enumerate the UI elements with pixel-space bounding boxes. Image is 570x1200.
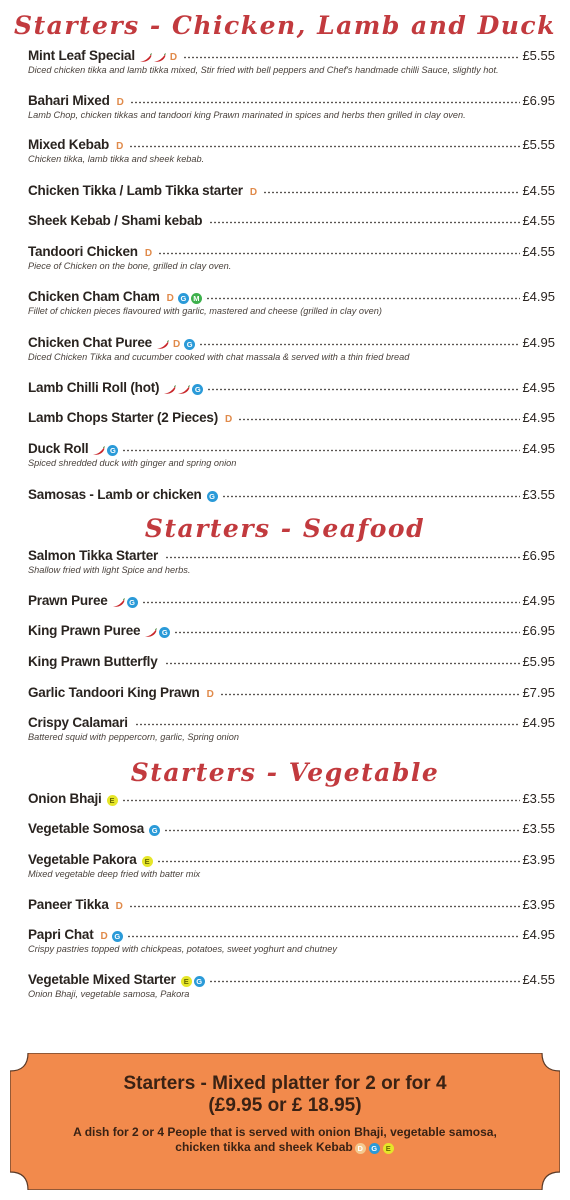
menu-item-name: Bahari Mixed [28,93,110,108]
menu-item-line [28,545,555,563]
mustard-icon: M [191,293,202,304]
menu-item-name: Mixed Kebab [28,137,110,152]
menu-item [28,332,555,363]
dotted-leader [122,449,520,452]
menu-item-price: £5.55 [522,137,555,152]
menu-item-name: King Prawn Puree [28,623,141,638]
menu-item-name: Lamb Chilli Roll (hot) [28,380,160,395]
gluten-icon: G [159,627,170,638]
menu-item-price: £5.95 [522,654,555,669]
section-title-chicken-lamb-duck: Starters - Chicken, Lamb and Duck [14,11,556,40]
menu-item-price: £4.95 [522,410,555,425]
menu-item-line [28,894,555,912]
menu-item-line [28,924,555,942]
menu-item-price: £4.95 [522,335,555,350]
dotted-leader [135,723,521,726]
egg-icon: E [181,976,192,987]
platter-description-text: chicken tikka and sheek Kebab [175,1140,353,1154]
dotted-leader [206,297,521,300]
gluten-icon: G [184,339,195,350]
gluten-icon: G [127,597,138,608]
menu-item-name: Tandoori Chicken [28,244,138,259]
menu-item-price: £4.95 [522,593,555,608]
menu-item-line [28,590,555,608]
menu-item-name: Prawn Puree [28,593,108,608]
menu-item [28,849,555,880]
gluten-icon: G [149,825,160,836]
menu-item-line [28,134,555,152]
menu-item-description: Diced Chicken Tikka and cucumber cooked with chat massala & served with a thin fried bread [28,352,410,362]
dotted-leader [164,829,520,832]
menu-item-price: £6.95 [522,548,555,563]
menu-item-tags [204,689,217,700]
menu-item-tags [142,248,155,259]
menu-item [28,818,555,836]
menu-item-line [28,438,555,456]
menu-item-line [28,407,555,425]
menu-item-tags [114,97,127,108]
menu-item [28,651,555,669]
menu-item [28,924,555,955]
menu-item-name: Duck Roll [28,441,89,456]
menu-item-name: Chicken Tikka / Lamb Tikka starter [28,183,243,198]
menu-item [28,241,555,272]
menu-item-price: £6.95 [522,93,555,108]
menu-item-description: Mixed vegetable deep fried with batter mix [28,869,201,879]
gluten-icon: G [178,293,189,304]
menu-item-tags [180,976,206,987]
menu-item-name: Garlic Tandoori King Prawn [28,685,200,700]
platter-description-line1: A dish for 2 or 4 People that is served with onion Bhaji, vegetable samosa, [73,1125,497,1139]
menu-item-description: Chicken tikka, lamb tikka and sheek kebab. [28,154,205,164]
chili-icon [156,340,169,350]
menu-item-price: £4.95 [522,441,555,456]
dairy-icon: D [355,1143,366,1154]
menu-item [28,45,555,76]
menu-item-name: Vegetable Pakora [28,852,137,867]
menu-item-price: £4.55 [522,972,555,987]
menu-item-tags [144,627,171,638]
menu-item-description: Diced chicken tikka and lamb tikka mixed, Stir fried with bell peppers and Chef's handmade chilli Sauce, slightly hot. [28,65,499,75]
menu-item-price: £4.95 [522,927,555,942]
platter-price: (£9.95 or £ 18.95) [208,1095,362,1116]
dairy-icon: D [172,339,181,350]
dotted-leader [238,418,520,421]
menu-item-tags [106,795,119,806]
egg-icon: E [107,795,118,806]
gluten-icon: G [207,491,218,502]
menu-item-price: £5.55 [522,48,555,63]
dairy-icon: D [166,293,174,304]
menu-item-price: £4.95 [522,715,555,730]
menu-item-name: Paneer Tikka [28,897,109,912]
dotted-leader [130,101,521,104]
menu-item-name: Chicken Cham Cham [28,289,160,304]
platter-description [10,1125,560,1155]
menu-item-line [28,818,555,836]
menu-item-line [28,788,555,806]
menu-item-tags [222,414,235,425]
menu-item [28,545,555,576]
menu-item-tags [163,384,204,395]
dairy-icon: D [144,248,153,259]
menu-item-description: Battered squid with peppercorn, garlic, Spring onion [28,732,239,742]
menu-item-tags [206,491,219,502]
dotted-leader [158,252,520,255]
menu-item-description: Fillet of chicken pieces flavoured with garlic, mastered and cheese (grilled in clay oven) [28,306,382,316]
menu-item-tags [148,825,161,836]
menu-item-price: £4.95 [522,380,555,395]
dotted-leader [142,601,521,604]
menu-item [28,620,555,638]
gluten-icon: G [112,931,123,942]
menu-item-tags [156,339,196,350]
dotted-leader [220,693,521,696]
dotted-leader [174,631,520,634]
dotted-leader [165,662,521,665]
menu-item-price: £3.95 [522,897,555,912]
gluten-icon: G [107,445,118,456]
mixed-platter-banner [10,1053,560,1190]
gluten-icon: G [369,1143,380,1154]
dairy-icon: D [115,901,123,912]
menu-item-description: Onion Bhaji, vegetable samosa, Pakora [28,989,190,999]
section-title-vegetable: Starters - Vegetable [130,758,440,787]
menu-item-tags [112,597,139,608]
menu-item [28,484,555,502]
menu-item-line [28,45,555,63]
menu-item-tags [113,901,126,912]
chili-icon [153,53,166,63]
egg-icon: E [142,856,153,867]
gluten-icon: G [194,976,205,987]
menu-item-line [28,651,555,669]
platter-allergen-tags [353,1140,395,1154]
menu-item-line [28,849,555,867]
menu-item-line [28,210,555,228]
menu-item-name: Vegetable Mixed Starter [28,972,176,987]
menu-item-description: Shallow fried with light Spice and herbs. [28,565,191,575]
menu-item-tags [139,52,180,63]
chili-icon [163,385,176,395]
chili-icon [92,446,105,456]
dotted-leader [157,860,521,863]
menu-item-price: £4.55 [522,213,555,228]
dairy-icon: D [116,97,124,108]
menu-item-line [28,712,555,730]
menu-item [28,969,555,1000]
chili-icon [112,598,125,608]
gluten-icon: G [192,384,203,395]
dairy-icon: D [206,689,214,700]
menu-item-price: £3.55 [522,821,555,836]
menu-item [28,180,555,198]
menu-item-line [28,286,555,304]
dairy-icon: D [249,187,258,198]
chili-icon [177,385,190,395]
menu-item-name: Onion Bhaji [28,791,102,806]
dotted-leader [199,343,520,346]
dotted-leader [209,980,521,983]
menu-item-price: £3.55 [522,791,555,806]
dotted-leader [183,56,520,59]
dotted-leader [127,935,521,938]
dotted-leader [222,495,521,498]
dotted-leader [129,905,521,908]
menu-item-line [28,377,555,395]
dairy-icon: D [100,931,108,942]
menu-item-line [28,484,555,502]
menu-item-price: £3.95 [522,852,555,867]
dotted-leader [165,556,520,559]
menu-item-line [28,241,555,259]
menu-item-description: Lamb Chop, chicken tikkas and tandoori king Prawn marinated in spices and herbs then grilled in clay oven. [28,110,466,120]
menu-item [28,134,555,165]
menu-item-name: Crispy Calamari [28,715,128,730]
menu-item-name: Papri Chat [28,927,94,942]
menu-item-tags [141,856,154,867]
menu-item [28,590,555,608]
dotted-leader [263,191,520,194]
dairy-icon: D [225,414,233,425]
menu-item [28,438,555,469]
menu-item [28,407,555,425]
menu-item-tags [164,293,203,304]
menu-item-tags [113,141,126,152]
menu-item-line [28,332,555,350]
menu-item-name: Sheek Kebab / Shami kebab [28,213,203,228]
menu-item-name: King Prawn Butterfly [28,654,158,669]
menu-item-price: £4.95 [522,289,555,304]
dairy-icon: D [116,141,124,152]
menu-item-name: Lamb Chops Starter (2 Pieces) [28,410,219,425]
dotted-leader [207,388,520,391]
menu-item-line [28,969,555,987]
dotted-leader [209,221,520,224]
menu-item-name: Samosas - Lamb or chicken [28,487,202,502]
menu-item-price: £4.55 [522,183,555,198]
menu-item-line [28,682,555,700]
menu-item-price: £3.55 [522,487,555,502]
menu-item [28,377,555,395]
menu-item-line [28,90,555,108]
menu-item-price: £4.55 [522,244,555,259]
menu-item-tags [247,187,260,198]
dotted-leader [122,799,521,802]
menu-item [28,788,555,806]
menu-item [28,90,555,121]
menu-item-price: £7.95 [522,685,555,700]
menu-item [28,712,555,743]
menu-item-description: Crispy pastries topped with chickpeas, potatoes, sweet yoghurt and chutney [28,944,337,954]
menu-item-description: Piece of Chicken on the bone, grilled in clay oven. [28,261,232,271]
menu-item-name: Vegetable Somosa [28,821,145,836]
menu-item [28,894,555,912]
platter-description-line2 [10,1140,560,1155]
menu-item-name: Chicken Chat Puree [28,335,152,350]
menu-item-name: Salmon Tikka Starter [28,548,159,563]
dairy-icon: D [169,52,178,63]
menu-item-name: Mint Leaf Special [28,48,135,63]
menu-item-line [28,180,555,198]
menu-item-tags [92,445,119,456]
menu-item [28,286,555,317]
chili-icon [139,53,152,63]
section-title-seafood: Starters - Seafood [144,514,426,543]
platter-title: Starters - Mixed platter for 2 or for 4 [123,1073,447,1094]
menu-item-line [28,620,555,638]
menu-item [28,210,555,228]
menu-item-price: £6.95 [522,623,555,638]
menu-item [28,682,555,700]
dotted-leader [129,145,520,148]
menu-item-description: Spiced shredded duck with ginger and spring onion [28,458,237,468]
egg-icon: E [383,1143,394,1154]
chili-icon [144,628,157,638]
menu-item-tags [98,931,124,942]
